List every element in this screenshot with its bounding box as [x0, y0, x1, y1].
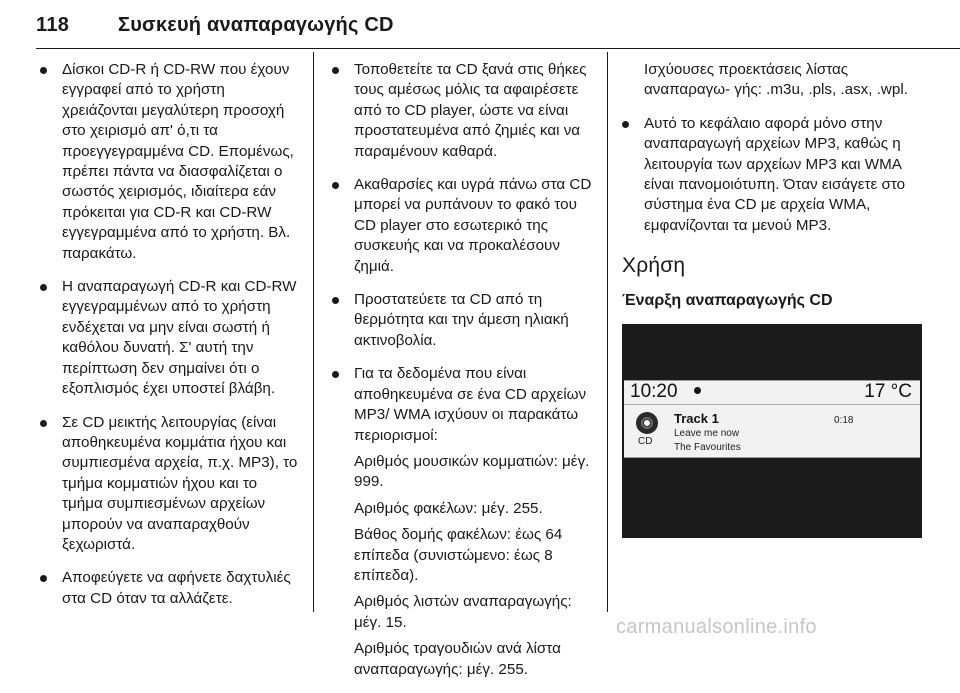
- list-item-text: Ακαθαρσίες και υγρά πάνω στα CD μπορεί να ρυπάνουν το φακό του CD player στο εσωτερικό της συσκευής και να προκαλέσουν ζημιά.: [354, 176, 592, 275]
- track-title: Track 1: [674, 411, 719, 427]
- clock-time: 10:20: [630, 381, 678, 403]
- list-item: [332, 364, 598, 680]
- column-3: [622, 60, 922, 538]
- bullet-icon: [622, 121, 629, 128]
- elapsed-time: 0:18: [834, 415, 854, 427]
- list-item-text: Σε CD μεικτής λειτουργίας (είναι αποθηκευμένα κομμάτια ήχου και συμπιεσμένα αρχεία, π.χ. MP3), το τμήμα κομματιών ήχου και το τμήμα συμπιεσμένων αρχείων μπορούν να αναπαραχθούν ξεχωριστά.: [62, 413, 298, 553]
- list-item: [40, 277, 302, 399]
- list-item-text: Αποφεύγετε να αφήνετε δαχτυλιές στα CD όταν τα αλλάζετε.: [62, 569, 291, 607]
- column-divider-2: [607, 52, 608, 612]
- status-bar-divider: [624, 404, 920, 405]
- column-1: [40, 60, 302, 622]
- bullet-icon: [332, 67, 339, 74]
- chapter-title: Συσκευή αναπαραγωγής CD: [118, 14, 394, 36]
- list-item: [40, 413, 302, 556]
- header-rule: [36, 48, 960, 49]
- list-item: [622, 114, 922, 236]
- outside-temperature: 17 °C: [864, 381, 912, 403]
- status-dot-icon: [694, 387, 701, 394]
- track-album: The Favourites: [674, 442, 741, 454]
- display-screenshot: [622, 324, 922, 538]
- subsection-heading: Έναρξη αναπαραγωγής CD: [622, 292, 833, 310]
- limit-tracks: Αριθμός μουσικών κομματιών: μέγ. 999.: [354, 452, 590, 491]
- limit-songs-per-playlist: Αριθμός τραγουδιών ανά λίστα αναπαραγωγής: μέγ. 255.: [354, 640, 561, 678]
- bullet-icon: [40, 575, 47, 582]
- list-item-text: Αυτό το κεφάλαιο αφορά μόνο στην αναπαραγωγή αρχείων MP3, καθώς η λειτουργία των αρχείων MP3 και WMA είναι πανομοιότυπη. Όταν εισάγετε στο σύστημα ένα CD με αρχεία WMA, εμφανίζονται τα μενού MP3.: [644, 114, 906, 234]
- page-header: [36, 8, 960, 48]
- watermark: carmanualsonline.info: [616, 616, 817, 638]
- playlist-extensions-text: Ισχύουσες προεκτάσεις λίστας αναπαραγω- γής: .m3u, .pls, .asx, .wpl.: [644, 61, 908, 99]
- bullet-icon: [40, 67, 47, 74]
- list-item-text: Για τα δεδομένα που είναι αποθηκευμένα σε ένα CD αρχείων MP3/ WMA ισχύουν οι παρακάτω περιορισμοί:: [354, 365, 587, 444]
- list-item-text: Δίσκοι CD-R ή CD-RW που έχουν εγγραφεί από το χρήστη χρειάζονται μεγαλύτερη προσοχή στο χειρισμό απ' ό,τι τα προεγγεγραμμένα CD. Επομένως, πρέπει πάντα να διασφαλίζεται ο σωστός χειρισμός, ιδιαίτερα εάν πρόκειται για CD-R και CD-RW εγγεγραμμένα από το χρήστη. Βλ. παρακάτω.: [62, 61, 294, 262]
- list-item: [40, 568, 302, 609]
- source-label: CD: [638, 436, 653, 448]
- page-number: 118: [36, 14, 70, 36]
- list-item: [332, 60, 598, 162]
- infotainment-screen: [624, 380, 920, 458]
- list-item: [332, 175, 598, 277]
- column-divider-1: [313, 52, 314, 612]
- bullet-icon: [40, 284, 47, 291]
- bullet-icon: [332, 182, 339, 189]
- cd-disc-icon: [636, 412, 658, 434]
- column-2: [332, 60, 598, 693]
- list-item-text: Η αναπαραγωγή CD-R και CD-RW εγγεγραμμένων από το χρήστη ενδέχεται να μην είναι σωστή ή καθόλου δυνατή. Σ' αυτή την περίπτωση δεν σημαίνει ότι ο εξοπλισμός έχει υποστεί βλάβη.: [62, 278, 297, 398]
- limit-folder-depth: Βάθος δομής φακέλων: έως 64 επίπεδα (συνιστώμενο: έως 8 επίπεδα).: [354, 526, 563, 584]
- list-item-text: Τοποθετείτε τα CD ξανά στις θήκες τους αμέσως μόλις τα αφαιρέσετε από το CD player, ώστε να είναι προστατευμένα από ζημιές και να παραμένουν καθαρά.: [354, 61, 587, 160]
- bullet-icon: [332, 297, 339, 304]
- bullet-icon: [332, 371, 339, 378]
- bullet-icon: [40, 420, 47, 427]
- track-song: Leave me now: [674, 428, 740, 440]
- list-item: [40, 60, 302, 264]
- list-item-text: Προστατεύετε τα CD από τη θερμότητα και την άμεση ηλιακή ακτινοβολία.: [354, 291, 569, 349]
- list-item: [332, 290, 598, 351]
- limit-folders: Αριθμός φακέλων: μέγ. 255.: [354, 499, 543, 517]
- limit-playlists: Αριθμός λιστών αναπαραγωγής: μέγ. 15.: [354, 593, 572, 631]
- section-heading: Χρήση: [622, 254, 686, 278]
